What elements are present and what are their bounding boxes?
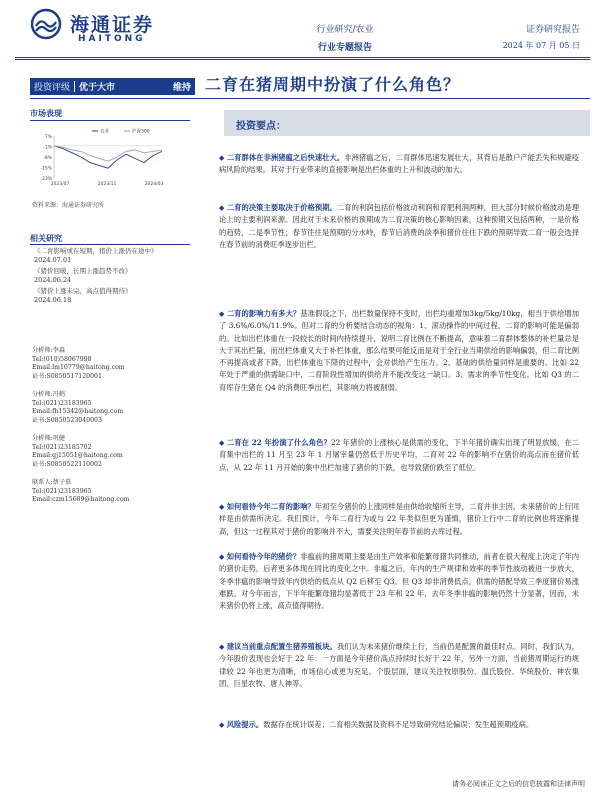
- key-point-para: [219, 152, 579, 177]
- key-point-para: [219, 308, 579, 394]
- analyst-cert: 证书:S0850522110002: [32, 460, 102, 468]
- related-heading: 相关研究: [30, 233, 62, 243]
- key-point-lead: 建议当前重点配置生猪养殖板块。: [226, 642, 337, 651]
- rating-value: 优于大市: [79, 83, 116, 93]
- key-point-lead: 风险提示。: [226, 720, 264, 729]
- analyst-email[interactable]: Email:fh15342@haitong.com: [32, 408, 124, 415]
- key-point-lead: 如何看待今年二育的影响？: [226, 502, 315, 511]
- header-divider: [15, 57, 590, 58]
- related-item-date: 2024.07.01: [34, 255, 72, 264]
- key-point-lead: 如何看待今年的猪价？: [226, 552, 301, 561]
- key-point-para: [219, 437, 579, 474]
- key-point-lead: 二育的影响力有多大？: [226, 309, 301, 318]
- analyst-tel: Tel:(021)23185702: [32, 443, 92, 451]
- related-item[interactable]: [34, 287, 189, 304]
- analyst-cert: 证书:S0850517120001: [32, 372, 102, 380]
- legend-label: 农业: [100, 129, 109, 135]
- analyst-block: [32, 479, 129, 505]
- rating-bar: [30, 78, 195, 95]
- diamond-bullet-icon: ◆: [219, 503, 225, 511]
- y-tick-label: -23%: [40, 177, 52, 182]
- y-tick-label: -1%: [43, 145, 52, 151]
- key-point-lead: 二育群体在非洲猪瘟之后快速壮大。: [226, 153, 345, 162]
- diamond-bullet-icon: ◆: [219, 643, 225, 651]
- diamond-bullet-icon: ◆: [219, 553, 225, 561]
- key-point-text: 22 年猪价的上涨核心是供需的变化，下半年猪价确实出现了明显放缓，在二育集中出栏的 11 月至 23 年 1 月屠宰量仍然低于历史平均，二育对 22 年的影响不在猪价的高点而在猪价低点，从 22 年 11 月开始的集中出栏加速了猪价的下跌，也导致猪价跌至了低位。: [219, 438, 580, 472]
- key-point-text: 数据存在统计误差；二育相关数据及资料不足导致研究结论偏误；发生超预期疫病。: [263, 720, 534, 729]
- analyst-email[interactable]: Email:gj15051@haitong.com: [32, 452, 123, 459]
- analyst-tel: Tel:(010)58067998: [32, 355, 92, 363]
- analyst-tel: Tel:(021)23183965: [32, 487, 92, 495]
- key-points-heading: 投资要点：: [236, 121, 286, 132]
- analyst-email[interactable]: Email:czm15689@haitong.com: [32, 496, 130, 503]
- rating-label: 投资评级: [34, 83, 71, 93]
- key-point-para: [219, 641, 579, 690]
- footer-disclaimer: 请务必阅读正文之后的信息披露和法律声明: [452, 780, 585, 788]
- related-item-title: 《猪价回暖，长期上涨趋势不改》: [34, 267, 132, 275]
- haitong-logo-icon: [30, 8, 62, 40]
- report-type: 行业专题报告: [317, 43, 372, 53]
- x-tick-label: 2024/03: [144, 182, 164, 187]
- analyst-name: 分析师:冯鹤: [32, 391, 66, 398]
- key-point-text: 非瘟前的猪周期主要是由生产效率和能繁母猪共同推动，前者在很大程度上决定了年内的猪价走势，后者更多体现在同比的变化之中。非瘟之后，年内的生产规律和效率的季节性波动被进一步放大，冬季非瘟的影响导致年内供给的低点从 Q2 后移至 Q3。但 Q3 却非消费低点，供需的错配导致三季度猪价易涨难跌。对今年而言，下半年能繁母猪均显著低于 23 年和 22 年，去年冬季非瘟的影响仍然十分显著，因而，未来猪价仍将上涨，高点值得期待。: [219, 552, 580, 611]
- market-heading-rule: [30, 120, 190, 121]
- key-point-para: [219, 719, 579, 731]
- page-title: 二育在猪周期中扮演了什么角色？: [205, 75, 461, 94]
- rating-status: 维持: [172, 83, 191, 93]
- analyst-block: [32, 435, 123, 469]
- key-point-lead: 二育的决策主要取决于价格预期。: [226, 203, 337, 212]
- related-item-date: 2024.06.18: [34, 295, 72, 304]
- related-heading-rule: [30, 244, 190, 245]
- chart-source: 资料来源：海通证券研究所: [32, 202, 105, 209]
- key-point-text: 年初至今猪价的上涨同样是由供给收缩所主导，二育并非主因，未来猪价的上行同样是由供需所决定。我们预计，今年二育行为或与 22 年类似但更为谨慎，猪价上行中二育的比例也将逐渐提高，但这一过程其对于猪价的影响并不大，需要关注明年春节前的去库过程。: [219, 502, 580, 536]
- analyst-cert: 证书:S0850523040003: [32, 416, 102, 424]
- diamond-bullet-icon: ◆: [219, 439, 225, 447]
- y-tick-label: -8%: [43, 156, 52, 161]
- title-divider: [30, 98, 590, 99]
- market-performance-chart: [32, 128, 167, 190]
- key-point-lead: 二育在 22 年扮演了什么角色？: [226, 438, 331, 447]
- diamond-bullet-icon: ◆: [219, 310, 225, 318]
- legend-label: 沪深300: [132, 129, 150, 135]
- analyst-name: 分析师:巩健: [32, 435, 66, 442]
- series-line-hs300: [54, 146, 162, 161]
- key-point-para: [219, 501, 579, 538]
- report-date: 2024 年 07 月 05 日: [502, 41, 580, 50]
- related-item-date: 2024.06.24: [34, 275, 72, 284]
- related-item-title: 《猪价上涨未完，高点值得期待》: [34, 287, 132, 295]
- key-point-text: 基准假设之下，出栏数量保持不变时，出栏均重增加3kg/5kg/10kg，相当于供给增加了 3.6%/6.0%/11.9%。但对二育的分析要结合动态的视角：1、滚动操作的中间过程，二育的影响可能是偏弱的。比如出栏体重在一段较长的时间内持续提升，说明二育比例在不断提高，意味着二育群体整体的补栏量总是大于其出栏量，而出栏体重又大于补栏体重，那么结果可能反而是对于全行业当期供给的影响偏弱，但二育比例不再提高或者下降，出栏体重也下降的过程中，会对供给产生压力。2、基础的供给量同样是重要的。比如 22 年处于严重的供需缺口中，二育阶段性增加的供给并不能改变这一缺口。3、需求的季节性变化。比如 Q3 的二育库存生猪在 Q4 的消费旺季出栏，其影响力将被削弱。: [219, 309, 579, 392]
- diamond-bullet-icon: ◆: [219, 721, 225, 729]
- diamond-bullet-icon: ◆: [219, 204, 225, 212]
- related-item[interactable]: [34, 247, 189, 264]
- analyst-name: 分析师:李淼: [32, 347, 66, 354]
- x-tick-label: 2023/11: [97, 182, 117, 187]
- logo-chinese: 海通证券: [70, 14, 155, 36]
- analyst-email[interactable]: Email:lm10779@haitong.com: [32, 364, 125, 371]
- y-tick-label: -15%: [40, 166, 52, 172]
- y-tick-label: 7%: [44, 135, 52, 140]
- analyst-block: [32, 347, 125, 381]
- report-series: 证券研究报告: [525, 25, 580, 35]
- analyst-block: [32, 391, 123, 425]
- analyst-name: 联系人:蔡子慕: [32, 479, 72, 486]
- header-divider-thin: [15, 59, 590, 60]
- key-point-para: [219, 551, 579, 612]
- logo-english: HAITONG: [78, 34, 146, 44]
- related-item[interactable]: [34, 267, 189, 284]
- analyst-tel: Tel:(021)23183965: [32, 399, 92, 407]
- report-category: 行业研究/农业: [316, 25, 374, 35]
- key-point-text: 非洲猪瘟之后，二育群体迅速发展壮大，其背后是散户产能丢失和规避疫病风险的结果。其对于行业带来的直接影响是出栏体重的上升和波动的加大。: [219, 153, 580, 175]
- related-item-title: 《二育影响或在短期，猪价上涨仍在途中》: [34, 247, 158, 255]
- diamond-bullet-icon: ◆: [219, 154, 225, 162]
- x-tick-label: 2023/07: [50, 182, 70, 187]
- market-heading: 市场表现: [30, 108, 62, 118]
- key-point-para: [219, 202, 579, 251]
- key-point-text: 我们认为未来猪价继续上行，当前仍是配置的最佳时点。同时，我们认为，今年股价表现也会好于 22 年：一方面是今年猪价高点持续时长好于 22 年，另外一方面，当前猪周期运行的规律较 22 年也更为清晰，市场信心或更为充足。个股层面，建议关注牧原股份、温氏股份、华统股份、神农集团、巨星农牧、唐人神等。: [219, 642, 580, 688]
- key-point-text: 二育的利润包括价格波动利润和育肥利润两种，但大部分时候价格波动是理论上的主要利润来源。因此对于未来价格的预期成为二育决策的核心影响因素，这种预期又包括两种，一是价格的趋势，二是季节性；春节往往是预期的分水岭，春节后消费的淡季和猪价往往下跌的预期导致二育一般会选择在春节前的消费旺季逐步出栏。: [219, 203, 580, 249]
